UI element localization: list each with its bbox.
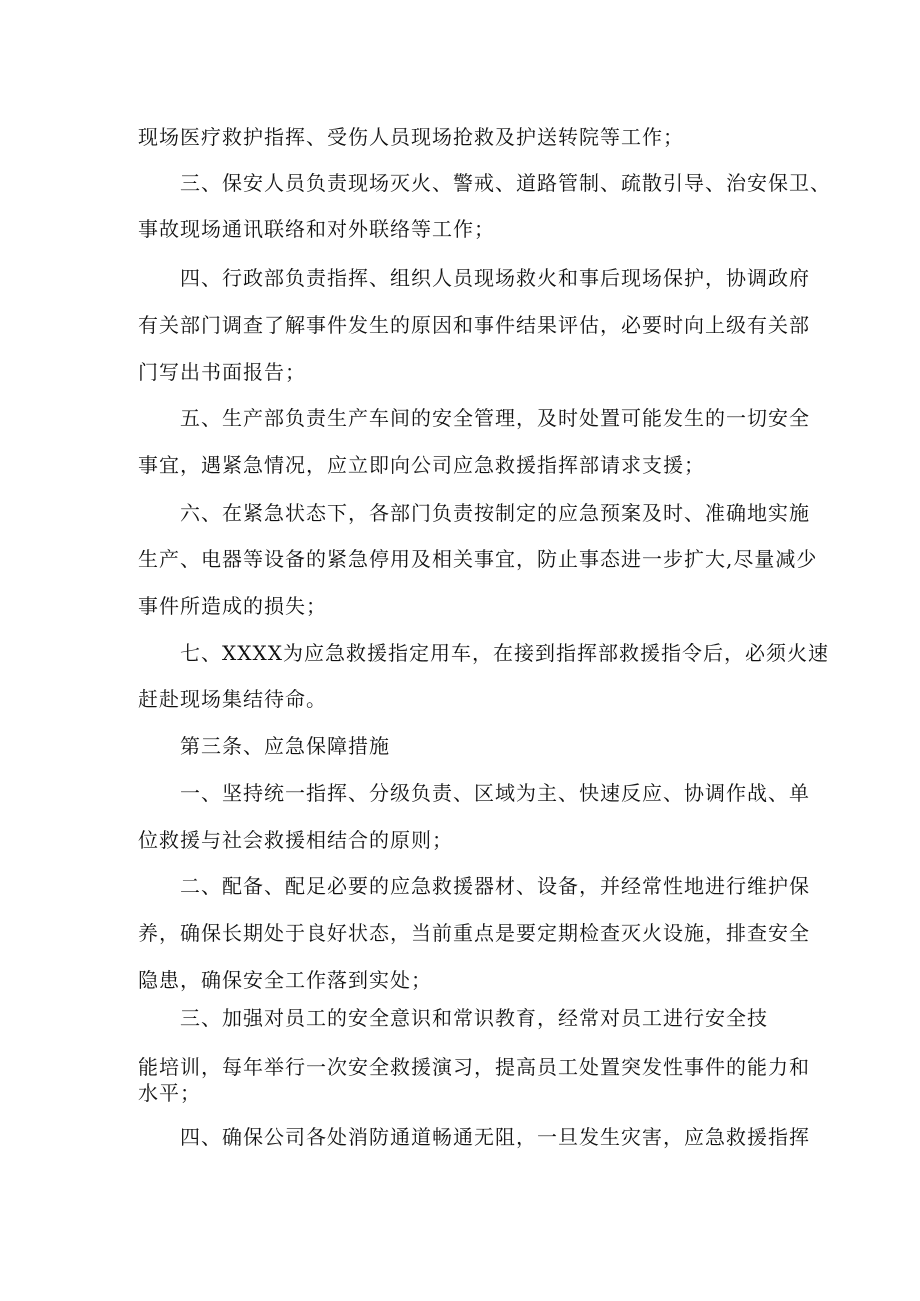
text-line: 生产、电器等设备的紧急停用及相关事宜，防止事态进一步扩大,尽量减少 (138, 547, 818, 571)
text-line: 事故现场通讯联络和对外联络等工作； (138, 217, 495, 241)
text-line: 三、加强对员工的安全意识和常识教育，经常对员工进行安全技 (180, 1006, 768, 1030)
text-line: 五、生产部负责生产车间的安全管理，及时处置可能发生的一切安全 (180, 406, 810, 430)
text-line: 事件所造成的损失； (138, 594, 327, 618)
text-line: 四、行政部负责指挥、组织人员现场救火和事后现场保护，协调政府 (180, 266, 810, 290)
text-line: 门写出书面报告； (138, 360, 306, 384)
section-heading: 第三条、应急保障措施 (180, 734, 390, 758)
text-line: 有关部门调查了解事件发生的原因和事件结果评估，必要时向上级有关部 (138, 313, 810, 337)
text-line: 四、确保公司各处消防通道畅通无阻，一旦发生灾害，应急救援指挥 (180, 1125, 810, 1149)
text-line: 三、保安人员负责现场灭火、警戒、道路管制、疏散引导、治安保卫、 (180, 171, 831, 195)
text-line: 七、XXXX为应急救援指定用车，在接到指挥部救援指令后，必须火速 (180, 641, 829, 665)
text-line: 六、在紧急状态下，各部门负责按制定的应急预案及时、准确地实施 (180, 501, 810, 525)
text-line: 一、坚持统一指挥、分级负责、区域为主、快速反应、协调作战、单 (180, 781, 810, 805)
text-line: 位救援与社会救援相结合的原则； (138, 828, 453, 852)
text-line: 二、配备、配足必要的应急救援器材、设备，并经常性地进行维护保 (180, 874, 810, 898)
text-line: 事宜，遇紧急情况，应立即向公司应急救援指挥部请求支援； (138, 453, 705, 477)
text-line: 养，确保长期处于良好状态，当前重点是要定期检查灭火设施，排查安全 (138, 921, 810, 945)
text-line: 赶赴现场集结待命。 (138, 687, 327, 711)
text-line: 隐患，确保安全工作落到实处； (138, 968, 432, 992)
text-line: 现场医疗救护指挥、受伤人员现场抢救及护送转院等工作； (138, 125, 684, 149)
text-line: 能培训，每年举行一次安全救援演习，提高员工处置突发性事件的能力和 (138, 1055, 810, 1079)
text-line: 水平； (138, 1081, 201, 1105)
